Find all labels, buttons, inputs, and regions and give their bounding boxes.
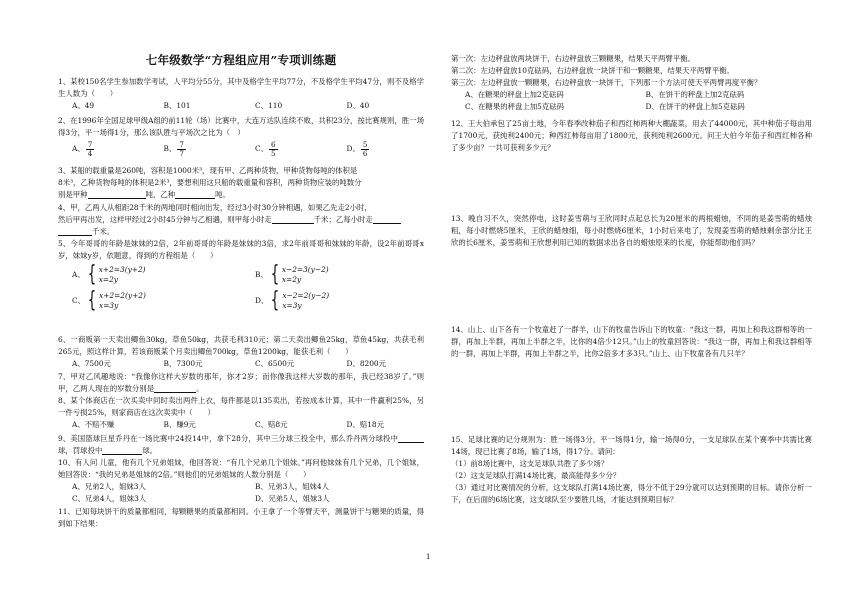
question-line xyxy=(58,226,424,238)
text-span: 吨。 xyxy=(215,189,230,199)
option-label: B、 xyxy=(163,144,177,154)
option-label: A、 xyxy=(72,144,85,154)
text-span: 7、甲对乙风趣地说：“我像你这样大岁数的那年，你才2岁；而你像我这样大岁数的那年，我已经38岁了。”则甲，乙两人现在的岁数分别是 xyxy=(58,372,424,393)
equation-system xyxy=(268,261,329,287)
option-c[interactable]: C、赔8元 xyxy=(255,419,288,429)
question-2 xyxy=(58,115,424,157)
question-part: （3）通过对比赛情况的分析，这支球队打满14场比赛，得分不低于29分就可以达到预期的目标。请你分析一下，在后面的6场比赛，这支球队至少要胜几场，才能达到预期目标？ xyxy=(451,482,812,504)
question-text: 8、某个体商店在一次买卖中同时卖出两件上衣，每件都是以135卖出，若按成本计算，其中一件赢利25%，另一件亏损25%，则家商店在这次卖卖中（ ） xyxy=(58,396,424,417)
fraction xyxy=(269,141,278,157)
question-text: 5、今年哥哥的年龄是妹妹的2倍，2年前哥哥的年龄是妹妹的3倍，求2年前哥哥和妹妹的年龄，设2年前哥哥x岁，妹妹y岁，依题意，得到的方程组是（ ） xyxy=(58,239,424,260)
question-line: 8米³，乙种货物每吨的体积是2米³，要想利用这只船的载重量和容积，两种货物应装的吨数分 xyxy=(58,177,362,187)
answer-blank[interactable] xyxy=(373,214,401,224)
question-15 xyxy=(451,434,812,506)
question-11 xyxy=(58,506,424,530)
option-d[interactable] xyxy=(255,287,438,313)
weighing-line: 第三次：左边秤盘放一颗糖果，右边秤盘放一块饼干，下列那一个方法可使天平两臂再度平衡？ xyxy=(451,77,762,87)
answer-options-row-1 xyxy=(58,261,438,287)
equation: x=3y xyxy=(282,300,302,310)
question-text: 12、王大伯承包了25亩土地，今年春季改种茄子和西红柿两种大棚蔬菜，用去了44000元，其中种茄子每亩用了1700元，获纯利2400元；种西红柿每亩用了1800元，获利纯利2600元。问王大伯今年茄子和西红柿各种了多少亩？一共可获利多少元？ xyxy=(451,119,812,152)
option-label: A、 xyxy=(72,269,85,279)
text-span: 然后甲再出发，这样甲经过2小时45分钟与乙相遇，则甲每小时走 xyxy=(58,214,272,224)
numerator: 7 xyxy=(179,139,184,149)
answer-options-row-1 xyxy=(58,481,438,493)
option-d[interactable]: D、赔18元 xyxy=(346,419,385,429)
answer-options-row-2 xyxy=(451,101,826,113)
question-text: 1、某校150名学生参加数学考试，人平均分55分，其中及格学生平均77分，不及格学生平均47分，则不及格学生人数为（ ） xyxy=(58,77,424,98)
numerator: 5 xyxy=(362,139,368,149)
question-text: 6、一商贩第一天卖出鲫鱼30kg，草鱼50kg，共获毛利310元；第二天卖出鲫鱼25kg，草鱼45kg，共获毛利265元，照这样计算，若该商贩某个月卖出鲫鱼700kg，草鱼1200kg，能获毛利（ ） xyxy=(58,335,424,356)
option-b[interactable]: B、7300元 xyxy=(163,358,203,368)
option-d[interactable]: D、在饼干的秤盘上加5克砝码 xyxy=(645,101,745,111)
answer-blank[interactable] xyxy=(398,433,424,443)
text-span: 球。 xyxy=(142,445,158,455)
answer-options xyxy=(58,419,438,431)
option-d[interactable] xyxy=(347,141,439,157)
equation: x=2y xyxy=(98,274,118,284)
question-text xyxy=(58,433,424,457)
question-7 xyxy=(58,371,424,395)
equation: x=2y xyxy=(281,274,302,284)
question-text: 11、已知每块饼干的质量都相同，每颗糖果的质量都相同。小王拿了一个等臂天平，测量饼干与糖果的质量，得到如下结果： xyxy=(58,507,424,528)
option-c[interactable]: C、在糖果的秤盘上加5克砝码 xyxy=(465,101,565,111)
question-line xyxy=(58,189,424,201)
option-d[interactable]: D、兄弟5人，姐妹3人 xyxy=(255,493,330,503)
question-11-continued xyxy=(451,53,812,113)
question-line: 4、甲，乙两人从相距28千米的两地同时相向出发，经过3小时30分钟相遇，如果乙先走2小时， xyxy=(58,203,372,212)
option-label: D、 xyxy=(346,144,360,154)
weighing-line: 第二次：左边秤盘放10克砝码，右边秤盘放一块饼干和一颗糖果，结果天平两臂平衡。 xyxy=(451,65,734,75)
fraction xyxy=(86,141,95,157)
question-text: 2、在1996年全国足球甲级A组的前11轮（场）比赛中，大连万达队连续不败，共积23分，按比赛规则，胜一场得3分，平一场得1分，那么该队胜与平场次之比为（ ） xyxy=(58,116,424,137)
equation: x+2=2(y+2) xyxy=(99,290,146,300)
equation: x−2=2(y−2) xyxy=(282,290,330,300)
option-b[interactable]: B、在饼干的秤盘上加2克砝码 xyxy=(645,89,745,99)
answer-blank[interactable] xyxy=(102,445,142,455)
question-line xyxy=(58,214,424,226)
denominator: 4 xyxy=(87,148,93,158)
answer-blank[interactable] xyxy=(175,189,215,199)
question-4 xyxy=(58,202,424,238)
option-c[interactable] xyxy=(72,287,255,313)
text-span: 千米；乙每小时走 xyxy=(313,214,373,224)
question-3 xyxy=(58,165,424,201)
option-d[interactable]: D、8200元 xyxy=(346,358,387,368)
page-number: 1 xyxy=(426,553,431,561)
text-span: 别是甲种 xyxy=(58,189,88,199)
numerator: 6 xyxy=(271,139,276,149)
question-5 xyxy=(58,238,424,312)
option-b[interactable] xyxy=(164,141,256,157)
page-title: 七年级数学“方程组应用”专项训练题 xyxy=(145,53,337,67)
question-part: （2）这支足球队打满14场比赛，最高能得多少分？ xyxy=(451,470,621,480)
answer-options-row-2 xyxy=(58,287,438,313)
option-b[interactable]: B、101 xyxy=(163,100,191,110)
option-d[interactable]: D、40 xyxy=(346,100,370,110)
question-10 xyxy=(58,457,424,505)
text-span: 吨，乙种 xyxy=(145,189,176,199)
option-label: C、 xyxy=(255,144,269,154)
question-text: 15、足球比赛的记分规则为：胜一场得3分，平一场得1分，输一场得0分，一支足球队在某个赛季中共需比赛14场，现已比赛了8场，输了1场，得17分。请问： xyxy=(451,435,812,456)
answer-blank[interactable] xyxy=(272,214,314,224)
option-label: B、 xyxy=(255,269,268,279)
weighing-line: 第一次：左边秤盘放两块饼干，右边秤盘放三颗糖果，结果天平两臂平衡。 xyxy=(451,54,695,63)
question-text xyxy=(58,371,424,395)
equation: x=3y xyxy=(99,300,119,310)
option-b[interactable]: B、兄弟3人，姐妹4人 xyxy=(255,481,329,491)
denominator: 6 xyxy=(362,148,368,158)
option-c[interactable]: C、兄弟4人，姐妹3人 xyxy=(72,493,147,503)
question-text: 10、有人问 儿童，他有几个兄弟姐妹，他回答说：“有几个兄弟几个姐妹。”再问他妹妹有几个兄弟，几个姐妹，她回答说：“我的兄弟是姐妹的2倍。”则他们的兄弟姐妹的人数分别是（ ） xyxy=(58,458,424,479)
question-text: 14、山上、山下各有一个牧童赶了一群羊，山下的牧童告诉山下的牧童：“我这一群，再加上和我这群相等的一群，再加上半群，再加上半群之半，比你的4倍少12只。”山上的牧童回答说：“我这一群，再加上和我这群相等的一群，再加上半群，再加上半群之半，比你2倍多才多3只。”山上、山下牧童各有几只羊？ xyxy=(451,325,812,358)
question-13 xyxy=(451,213,812,249)
question-line: 3、某船的载重量是260吨，容积是1000米³，现有甲、乙两种货物，甲种货物每吨的体积是 xyxy=(58,166,358,175)
option-a[interactable]: A、7500元 xyxy=(72,358,111,368)
equation-system xyxy=(268,287,330,313)
numerator: 7 xyxy=(87,139,93,149)
fraction xyxy=(177,141,186,157)
fraction xyxy=(361,141,370,157)
denominator: 7 xyxy=(179,148,184,158)
brace-icon: { xyxy=(271,287,280,313)
brace-icon: { xyxy=(87,261,96,287)
question-9 xyxy=(58,433,424,457)
option-a[interactable]: A、兄弟2人，姐妹3人 xyxy=(72,481,146,491)
equation: x+2=3(y+2) xyxy=(98,264,146,274)
question-12 xyxy=(451,118,812,154)
denominator: 5 xyxy=(271,148,276,158)
question-text: 13、晚自习不久，突然停电，这时姜雪萌与王欣同时点起总长为20厘米的两根蜡烛，不同的是姜雪萌的蜡烛粗，每小时燃烧5厘米，王欣的蜡烛细，每小时燃烧6厘米，1小时后来电了，发现姜雪萌的蜡烛剩余部分比王欣的长6厘米，姜雪萌和王欣想利用已知的数据求出各自的蜡烛原来的长度，你能帮助他们吗？ xyxy=(451,214,812,247)
answer-blank[interactable] xyxy=(88,189,146,199)
option-a[interactable]: A、不赔不赚 xyxy=(72,419,115,429)
question-1 xyxy=(58,76,424,112)
answer-options-row-1 xyxy=(451,89,826,101)
text-span: 千米。 xyxy=(92,226,115,236)
option-a[interactable] xyxy=(72,141,164,157)
answer-options-row-2 xyxy=(58,493,438,505)
option-c[interactable]: C、110 xyxy=(255,100,283,110)
equation: x−2=3(y−2) xyxy=(281,264,329,274)
text-span: 9、美国篮球巨星乔丹在一场比赛中24投14中，拿下28分，其中三分球三投全中，那么乔丹两分球投中 xyxy=(58,434,398,443)
option-a[interactable]: A、在糖果的秤盘上加2克砝码 xyxy=(465,89,564,99)
option-b[interactable]: B、赚9元 xyxy=(163,419,196,429)
option-a[interactable] xyxy=(72,261,255,287)
answer-blank[interactable] xyxy=(58,226,92,236)
option-b[interactable] xyxy=(255,261,438,287)
answer-blank[interactable] xyxy=(154,383,196,393)
question-part: （1）前8场比赛中，这支足球队共胜了多少场？ xyxy=(451,458,609,468)
option-label: D、 xyxy=(255,295,269,305)
option-label: C、 xyxy=(72,295,86,305)
question-14 xyxy=(451,324,812,360)
equation-system xyxy=(85,261,146,287)
option-c[interactable] xyxy=(255,141,347,157)
option-a[interactable]: A、49 xyxy=(72,100,95,110)
equation-system xyxy=(85,287,146,313)
brace-icon: { xyxy=(87,287,97,313)
question-6 xyxy=(58,334,424,370)
answer-options xyxy=(58,358,438,370)
option-c[interactable]: C、6500元 xyxy=(255,358,295,368)
text-span: 。 xyxy=(196,383,204,393)
text-span: 球，罚球投中 xyxy=(58,445,103,455)
brace-icon: { xyxy=(270,261,280,287)
answer-options xyxy=(58,100,438,112)
answer-options xyxy=(58,141,438,157)
question-8 xyxy=(58,395,424,431)
